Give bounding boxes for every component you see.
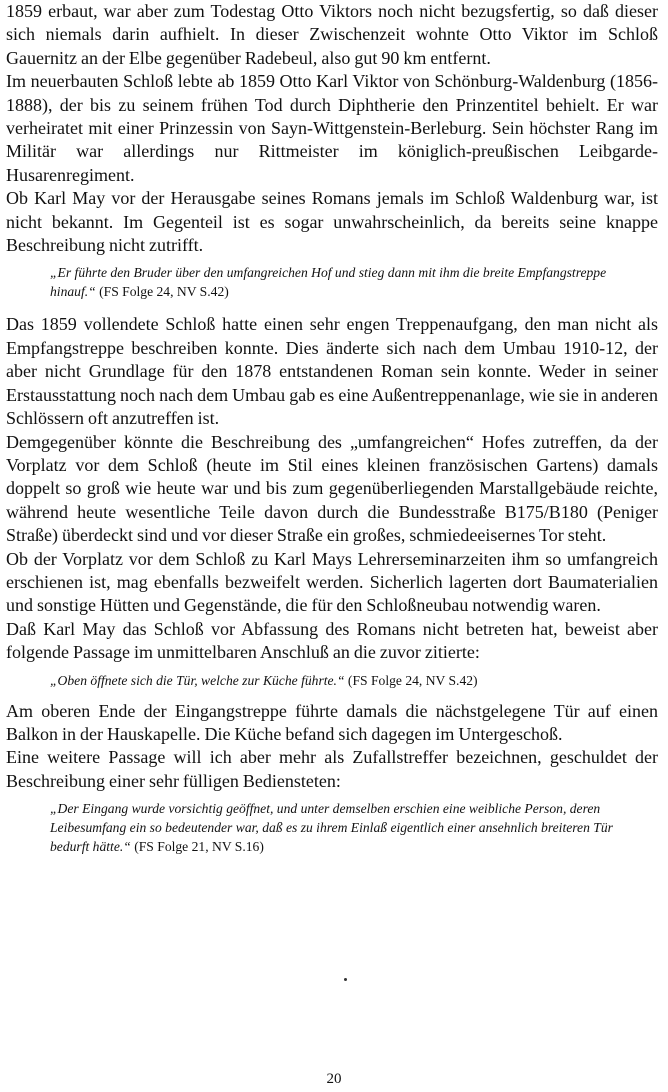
block-quote [0,799,624,856]
quote-text: „Er führte den Bruder über den umfangreichen Hof und stieg dann mit ihm die breite Empfangstreppe hinauf.“ [50,265,607,300]
body-paragraph: Daß Karl May das Schloß vor Abfassung des Romans nicht betreten hat, beweist aber folgende Passage im unmittelbaren Anschluß an die zuvor zitierte: [6,618,658,663]
block-quote [0,263,624,301]
body-paragraph: Im neuerbauten Schloß lebte ab 1859 Otto Karl Viktor von Schönburg-Waldenburg (1856-1888), der bis zu seinem frühen Tod durch Diphtherie den Prinzentitel behielt. Er war verheiratet mit einer Prinzessin von Sayn-Wittgenstein-Berleburg. Sein höchster Rang im Militär war allerdings nur Rittmeister im königlich-preußischen Leibgarde-Husarenregiment. [6,71,658,185]
quote-source: (FS Folge 24, NV S.42) [95,284,229,300]
body-paragraph: Eine weitere Passage will ich aber mehr als Zufallstreffer bezeichnen, geschuldet der Beschreibung einer sehr fülligen Bediensteten: [6,747,658,791]
quote-source: (FS Folge 21, NV S.16) [130,839,264,855]
body-paragraph: Am oberen Ende der Eingangstreppe führte damals die nächstgelegene Tür auf einen Balkon in der Hauskapelle. Die Küche befand sich dagegen im Untergeschoß. [6,700,658,744]
stray-mark [344,978,347,981]
quote-text: „Der Eingang wurde vorsichtig geöffnet, und unter demselben erschien eine weibliche Person, deren Leibesumfang ein so bedeutender war, daß es zu ihrem Einlaß eigentlich einer ansehnlich breiteren Tür bedurft hätte.“ [50,801,613,855]
block-quote [0,671,624,690]
body-paragraph: Ob Karl May vor der Herausgabe seines Romans jemals im Schloß Waldenburg war, ist nicht bekannt. Im Gegenteil ist es sogar unwahrscheinlich, da bereits seine knappe Beschreibung nicht zutrifft. [6,188,658,256]
page-number: 20 [326,1071,342,1087]
quote-source: (FS Folge 24, NV S.42) [344,672,478,688]
body-paragraph: Das 1859 vollendete Schloß hatte einen sehr engen Treppenaufgang, den man nicht als Empfangstreppe beschreiben konnte. Dies änderte sich nach dem Umbau 1910-12, der aber nicht Grundlage für den 1878 entstandenen Roman sein konnte. Weder in seiner Erstausstattung noch nach dem Umbau gab es eine Außentreppenanlage, wie sie in anderen Schlössern oft anzutreffen ist. [6,314,658,429]
body-paragraph: Demgegenüber könnte die Beschreibung des „umfangreichen“ Hofes zutreffen, da der Vorplatz vor dem Schloß (heute im Stil eines kleinen französischen Gartens) damals doppelt so groß wie heute war und bis zum gegenüberliegenden Marstallgebäude reichte, während heute wesentliche Teile davon durch die Bundesstraße B175/B180 (Peniger Straße) überdeckt sind und vor dieser Straße ein großes, schmiedeeisernes Tor steht. [6,431,658,546]
body-paragraph: Ob der Vorplatz vor dem Schloß zu Karl Mays Lehrerseminarzeiten ihm so umfangreich erschienen ist, mag ebenfalls bezweifelt werden. Sicherlich lagerten dort Baumaterialien und sonstige Hütten und Gegenstände, die für den Schloßneubau notwendig waren. [6,548,658,616]
body-paragraph: 1859 erbaut, war aber zum Todestag Otto Viktors noch nicht bezugsfertig, so daß dieser sich niemals darin aufhielt. In dieser Zwischenzeit wohnte Otto Viktor im Schloß Gauernitz an der Elbe gegenüber Radebeul, also gut 90 km entfernt. [6,1,658,68]
quote-text: „Oben öffnete sich die Tür, welche zur Küche führte.“ [50,672,345,688]
